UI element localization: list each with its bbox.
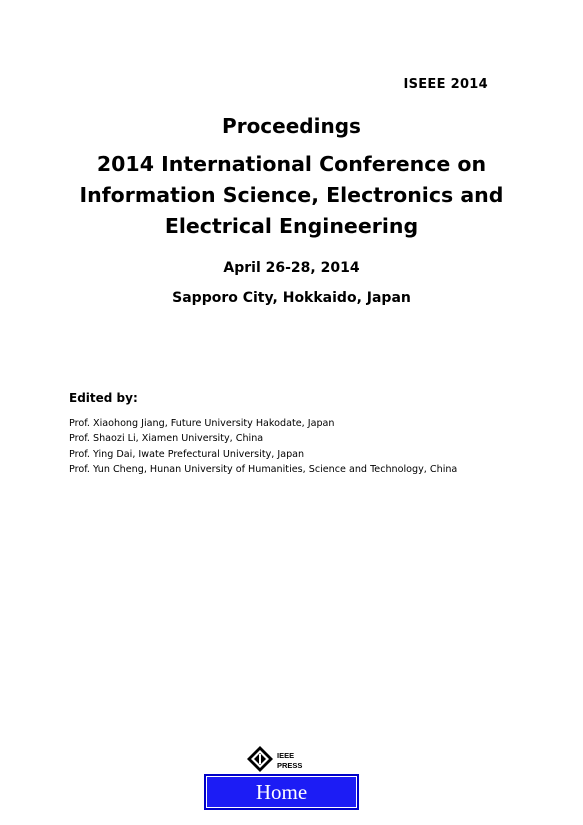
home-button[interactable]: Home [204, 774, 359, 810]
conference-code: ISEEE 2014 [403, 77, 488, 92]
editor-item: Prof. Yun Cheng, Hunan University of Humanities, Science and Technology, China [69, 463, 458, 475]
ieee-press-wordmark [277, 751, 302, 770]
conference-title-line: 2014 International Conference on [96, 152, 487, 176]
editor-item: Prof. Xiaohong Jiang, Future University Hakodate, Japan [69, 418, 335, 429]
conference-title [0, 149, 583, 242]
conference-location: Sapporo City, Hokkaido, Japan [172, 290, 411, 306]
edited-by-heading: Edited by: [69, 391, 138, 405]
ieee-label: IEEE [277, 751, 295, 760]
proceedings-heading: Proceedings [222, 114, 361, 138]
conference-dates: April 26-28, 2014 [223, 260, 360, 276]
editor-item: Prof. Ying Dai, Iwate Prefectural University, Japan [69, 448, 305, 460]
editor-list [69, 416, 457, 477]
conference-title-line: Information Science, Electronics and [79, 183, 504, 207]
conference-title-line: Electrical Engineering [164, 214, 419, 238]
press-label: PRESS [277, 760, 303, 770]
editor-item: Prof. Shaozi Li, Xiamen University, China [69, 433, 264, 445]
